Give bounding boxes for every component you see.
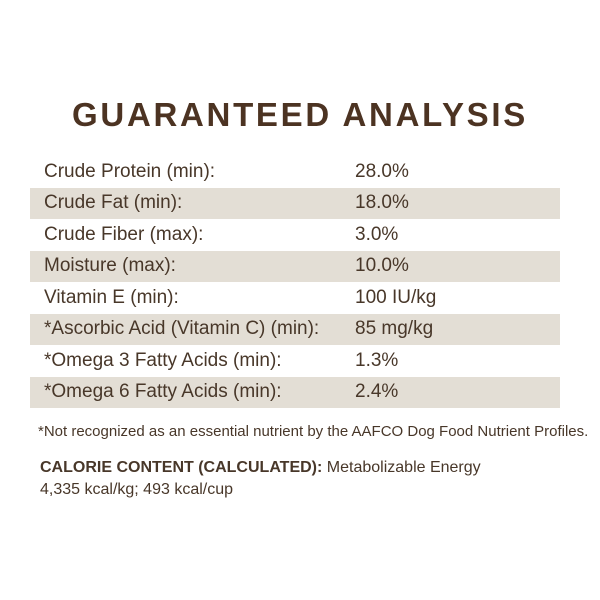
row-value: 2.4% xyxy=(355,381,399,403)
table-row xyxy=(30,219,560,251)
footnote: *Not recognized as an essential nutrient by the AAFCO Dog Food Nutrient Profiles. xyxy=(38,423,589,440)
table-row xyxy=(30,188,560,220)
row-label: *Ascorbic Acid (Vitamin C) (min): xyxy=(44,318,320,340)
row-value: 100 IU/kg xyxy=(355,286,437,308)
table-row xyxy=(30,314,560,346)
row-label: *Omega 3 Fatty Acids (min): xyxy=(44,349,282,371)
row-value: 1.3% xyxy=(355,349,399,371)
table-row xyxy=(30,345,560,377)
row-value: 10.0% xyxy=(355,255,409,277)
table-row xyxy=(30,377,560,409)
calorie-description: Metabolizable Energy xyxy=(322,459,481,476)
calorie-values: 4,335 kcal/kg; 493 kcal/cup xyxy=(40,481,234,498)
row-label: Vitamin E (min): xyxy=(44,286,179,308)
analysis-table xyxy=(30,156,560,408)
page-title: GUARANTEED ANALYSIS xyxy=(72,96,528,133)
row-label: *Omega 6 Fatty Acids (min): xyxy=(44,381,282,403)
table-row xyxy=(30,282,560,314)
row-label: Crude Fiber (max): xyxy=(44,223,204,245)
row-value: 18.0% xyxy=(355,192,409,214)
table-row xyxy=(30,156,560,188)
calorie-heading: CALORIE CONTENT (CALCULATED): xyxy=(40,459,323,476)
calorie-line xyxy=(40,457,560,479)
row-label: Crude Protein (min): xyxy=(44,160,216,182)
row-value: 28.0% xyxy=(355,160,409,182)
row-value: 85 mg/kg xyxy=(355,318,434,340)
calorie-content xyxy=(40,457,560,501)
row-label: Moisture (max): xyxy=(44,255,176,277)
table-row xyxy=(30,251,560,283)
row-value: 3.0% xyxy=(355,223,399,245)
row-label: Crude Fat (min): xyxy=(44,192,183,214)
